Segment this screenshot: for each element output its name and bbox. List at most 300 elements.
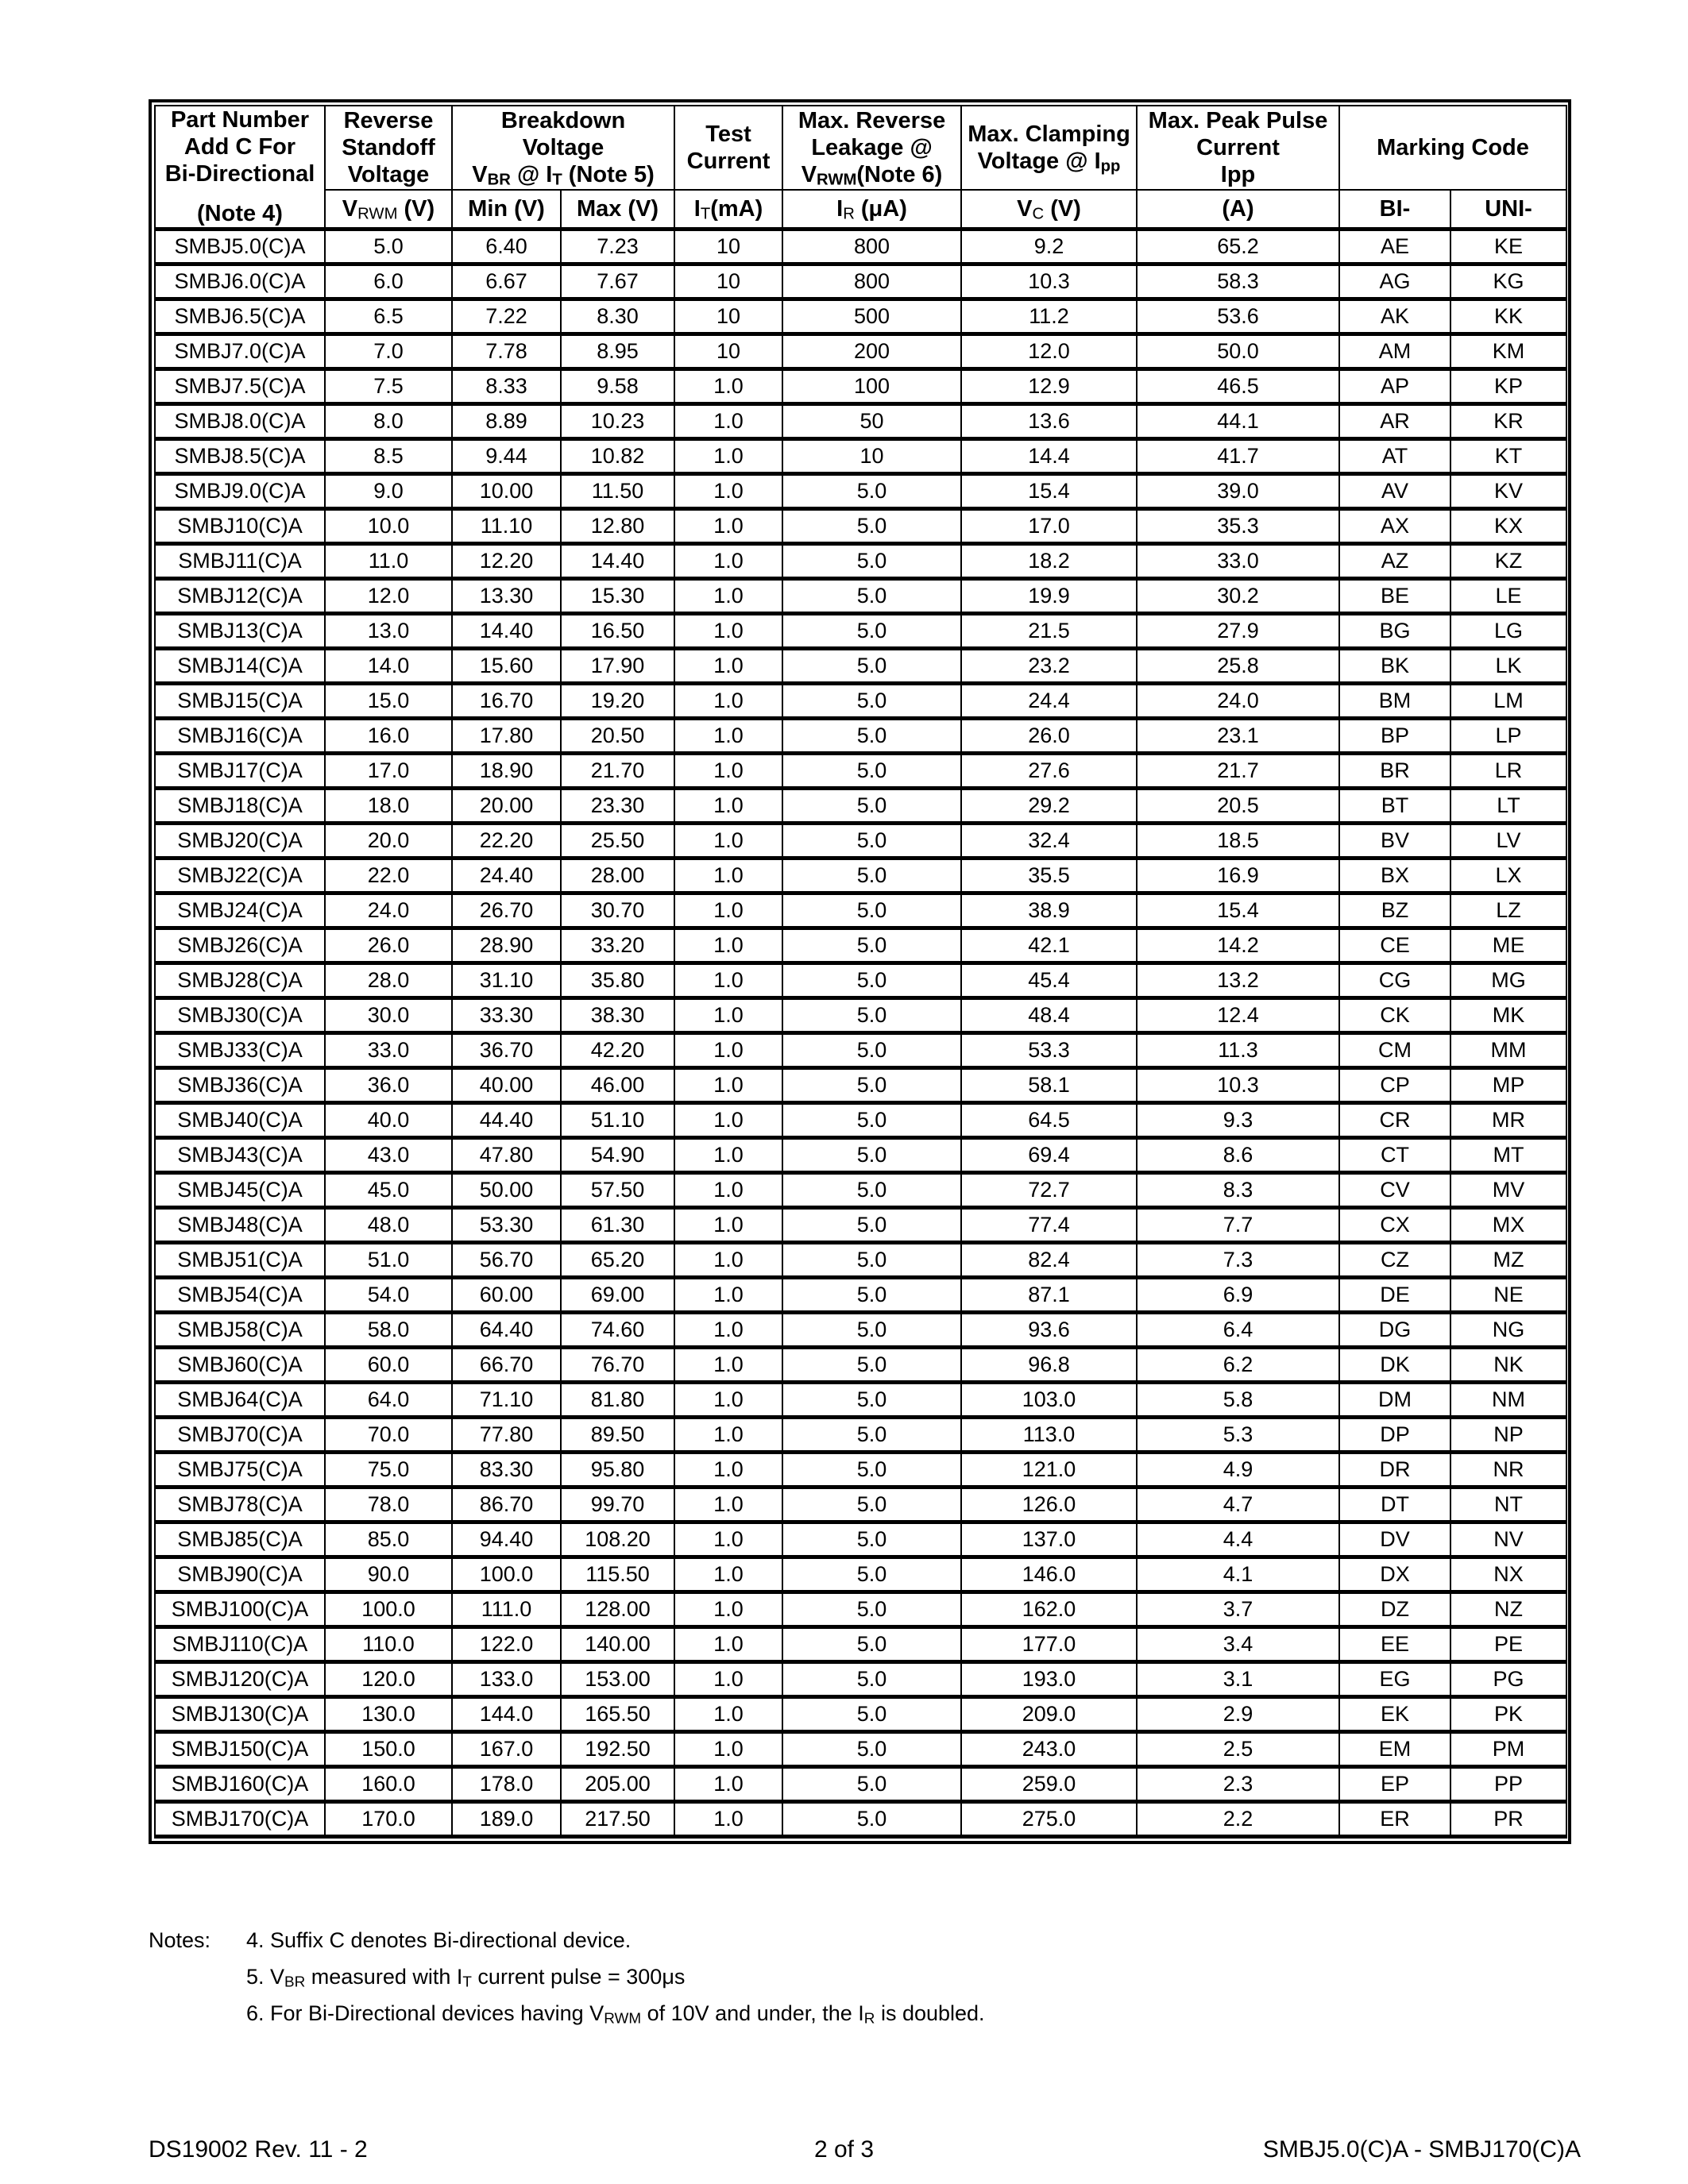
notes-label: Notes: — [149, 1928, 211, 1952]
cell-vc: 27.6 — [961, 754, 1137, 789]
header-line: Max. Peak Pulse — [1148, 108, 1328, 133]
cell-min: 64.40 — [452, 1313, 561, 1348]
cell-bi: EK — [1339, 1697, 1450, 1732]
cell-max: 54.90 — [561, 1138, 674, 1173]
cell-it: 1.0 — [674, 1802, 782, 1837]
table-row — [155, 1767, 1566, 1802]
cell-min: 31.10 — [452, 963, 561, 998]
cell-max: 35.80 — [561, 963, 674, 998]
cell-vrwm: 64.0 — [325, 1383, 452, 1418]
cell-ipp: 50.0 — [1137, 334, 1339, 369]
cell-ipp: 4.4 — [1137, 1522, 1339, 1557]
cell-it: 1.0 — [674, 439, 782, 474]
subheader-it: $I_T(mA)$ — [674, 190, 782, 230]
cell-min: 9.44 — [452, 439, 561, 474]
cell-ir: 5.0 — [782, 1488, 961, 1522]
cell-ir: 5.0 — [782, 1418, 961, 1453]
cell-max: 115.50 — [561, 1557, 674, 1592]
cell-part: SMBJ30(C)A — [155, 998, 325, 1033]
cell-uni: NM — [1450, 1383, 1566, 1418]
cell-part: SMBJ45(C)A — [155, 1173, 325, 1208]
col-header-standoff-voltage — [325, 106, 452, 190]
cell-min: 53.30 — [452, 1208, 561, 1243]
cell-ipp: 25.8 — [1137, 649, 1339, 684]
cell-it: 1.0 — [674, 544, 782, 579]
cell-max: 65.20 — [561, 1243, 674, 1278]
cell-ipp: 12.4 — [1137, 998, 1339, 1033]
table-row — [155, 649, 1566, 684]
cell-bi: AV — [1339, 474, 1450, 509]
cell-ipp: 4.7 — [1137, 1488, 1339, 1522]
table-row — [155, 299, 1566, 334]
cell-min: 16.70 — [452, 684, 561, 719]
cell-ir: 5.0 — [782, 684, 961, 719]
cell-min: 56.70 — [452, 1243, 561, 1278]
subheader-bi: BI- — [1339, 190, 1450, 230]
cell-vrwm: 160.0 — [325, 1767, 452, 1802]
cell-part: SMBJ10(C)A — [155, 509, 325, 544]
cell-ipp: 2.5 — [1137, 1732, 1339, 1767]
cell-vc: 10.3 — [961, 264, 1137, 299]
cell-bi: BT — [1339, 789, 1450, 824]
cell-part: SMBJ51(C)A — [155, 1243, 325, 1278]
cell-part: SMBJ28(C)A — [155, 963, 325, 998]
cell-vrwm: 16.0 — [325, 719, 452, 754]
cell-part: SMBJ40(C)A — [155, 1103, 325, 1138]
cell-bi: ER — [1339, 1802, 1450, 1837]
cell-vrwm: 45.0 — [325, 1173, 452, 1208]
cell-it: 1.0 — [674, 1592, 782, 1627]
cell-min: 8.89 — [452, 404, 561, 439]
table-row — [155, 1662, 1566, 1697]
cell-it: 1.0 — [674, 719, 782, 754]
cell-ir: 5.0 — [782, 1173, 961, 1208]
cell-max: 89.50 — [561, 1418, 674, 1453]
cell-ir: 500 — [782, 299, 961, 334]
spec-table-wrapper — [149, 99, 1571, 1844]
cell-uni: MM — [1450, 1033, 1566, 1068]
cell-vc: 87.1 — [961, 1278, 1137, 1313]
cell-it: 1.0 — [674, 1453, 782, 1488]
cell-ir: 5.0 — [782, 893, 961, 928]
cell-vc: 17.0 — [961, 509, 1137, 544]
cell-bi: CK — [1339, 998, 1450, 1033]
cell-vc: 113.0 — [961, 1418, 1137, 1453]
cell-it: 1.0 — [674, 1068, 782, 1103]
cell-vc: 72.7 — [961, 1173, 1137, 1208]
cell-ir: 5.0 — [782, 859, 961, 893]
cell-part: SMBJ150(C)A — [155, 1732, 325, 1767]
cell-vrwm: 60.0 — [325, 1348, 452, 1383]
header-line: Current — [1196, 135, 1280, 160]
part-header-line: Part Number — [170, 107, 310, 133]
cell-max: 128.00 — [561, 1592, 674, 1627]
cell-uni: PK — [1450, 1697, 1566, 1732]
note-item: 6. For Bi-Directional devices having $V_{RWM}$ of 10V and under, the $I_R$ is doubled. — [246, 2001, 985, 2028]
table-row — [155, 439, 1566, 474]
cell-it: 10 — [674, 334, 782, 369]
cell-ir: 5.0 — [782, 1208, 961, 1243]
cell-uni: KZ — [1450, 544, 1566, 579]
cell-bi: AM — [1339, 334, 1450, 369]
cell-max: 14.40 — [561, 544, 674, 579]
cell-it: 1.0 — [674, 1208, 782, 1243]
table-row — [155, 1138, 1566, 1173]
table-row — [155, 1592, 1566, 1627]
table-row — [155, 963, 1566, 998]
cell-part: SMBJ20(C)A — [155, 824, 325, 859]
cell-bi: AX — [1339, 509, 1450, 544]
cell-ipp: 2.2 — [1137, 1802, 1339, 1837]
cell-min: 33.30 — [452, 998, 561, 1033]
cell-ir: 5.0 — [782, 719, 961, 754]
cell-vrwm: 14.0 — [325, 649, 452, 684]
cell-max: 8.95 — [561, 334, 674, 369]
cell-ipp: 18.5 — [1137, 824, 1339, 859]
part-header-line: Bi-Directional — [164, 161, 315, 187]
cell-ir: 5.0 — [782, 998, 961, 1033]
cell-part: SMBJ160(C)A — [155, 1767, 325, 1802]
header-line: Voltage — [347, 162, 430, 187]
cell-it: 1.0 — [674, 1418, 782, 1453]
cell-vc: 177.0 — [961, 1627, 1137, 1662]
cell-max: 11.50 — [561, 474, 674, 509]
cell-it: 1.0 — [674, 1138, 782, 1173]
cell-uni: NV — [1450, 1522, 1566, 1557]
footer-part-range: SMBJ5.0(C)A - SMBJ170(C)A — [1262, 2136, 1581, 2163]
cell-bi: BR — [1339, 754, 1450, 789]
cell-ir: 5.0 — [782, 1068, 961, 1103]
table-row — [155, 1348, 1566, 1383]
cell-it: 1.0 — [674, 1278, 782, 1313]
cell-max: 9.58 — [561, 369, 674, 404]
cell-ir: 5.0 — [782, 1033, 961, 1068]
cell-bi: AT — [1339, 439, 1450, 474]
cell-max: 12.80 — [561, 509, 674, 544]
header-line: Reverse — [343, 108, 434, 133]
cell-max: 205.00 — [561, 1767, 674, 1802]
cell-part: SMBJ6.0(C)A — [155, 264, 325, 299]
cell-ipp: 2.9 — [1137, 1697, 1339, 1732]
cell-uni: KT — [1450, 439, 1566, 474]
cell-it: 1.0 — [674, 754, 782, 789]
cell-part: SMBJ16(C)A — [155, 719, 325, 754]
cell-min: 24.40 — [452, 859, 561, 893]
cell-min: 17.80 — [452, 719, 561, 754]
note-item: 4. Suffix C denotes Bi-directional device. — [246, 1928, 632, 1952]
cell-it: 1.0 — [674, 474, 782, 509]
cell-max: 23.30 — [561, 789, 674, 824]
table-row — [155, 754, 1566, 789]
table-row — [155, 1802, 1566, 1837]
cell-vrwm: 40.0 — [325, 1103, 452, 1138]
cell-uni: LK — [1450, 649, 1566, 684]
cell-ir: 5.0 — [782, 649, 961, 684]
cell-ipp: 2.3 — [1137, 1767, 1339, 1802]
cell-ipp: 46.5 — [1137, 369, 1339, 404]
cell-it: 1.0 — [674, 1662, 782, 1697]
cell-ir: 5.0 — [782, 474, 961, 509]
cell-part: SMBJ48(C)A — [155, 1208, 325, 1243]
cell-vc: 19.9 — [961, 579, 1137, 614]
table-row — [155, 684, 1566, 719]
table-row — [155, 1732, 1566, 1767]
cell-uni: PG — [1450, 1662, 1566, 1697]
cell-bi: BG — [1339, 614, 1450, 649]
cell-part: SMBJ100(C)A — [155, 1592, 325, 1627]
cell-ir: 5.0 — [782, 1522, 961, 1557]
header-line: Marking Code — [1377, 135, 1529, 160]
header-line: Current — [686, 149, 771, 174]
cell-vrwm: 18.0 — [325, 789, 452, 824]
cell-part: SMBJ7.5(C)A — [155, 369, 325, 404]
cell-min: 133.0 — [452, 1662, 561, 1697]
cell-bi: EE — [1339, 1627, 1450, 1662]
cell-max: 30.70 — [561, 893, 674, 928]
cell-min: 18.90 — [452, 754, 561, 789]
cell-vc: 162.0 — [961, 1592, 1137, 1627]
table-row — [155, 789, 1566, 824]
cell-uni: KX — [1450, 509, 1566, 544]
cell-ir: 5.0 — [782, 1767, 961, 1802]
cell-min: 167.0 — [452, 1732, 561, 1767]
cell-vrwm: 33.0 — [325, 1033, 452, 1068]
cell-ipp: 4.9 — [1137, 1453, 1339, 1488]
cell-ipp: 4.1 — [1137, 1557, 1339, 1592]
cell-bi: EG — [1339, 1662, 1450, 1697]
cell-ir: 5.0 — [782, 824, 961, 859]
table-row — [155, 579, 1566, 614]
note-item: 5. $V_{BR}$ measured with $I_T$ current pulse = 300μs — [246, 1965, 686, 1991]
table-row — [155, 1418, 1566, 1453]
cell-min: 111.0 — [452, 1592, 561, 1627]
cell-part: SMBJ6.5(C)A — [155, 299, 325, 334]
cell-vc: 69.4 — [961, 1138, 1137, 1173]
cell-vrwm: 12.0 — [325, 579, 452, 614]
cell-ipp: 11.3 — [1137, 1033, 1339, 1068]
cell-max: 74.60 — [561, 1313, 674, 1348]
cell-max: 7.23 — [561, 230, 674, 264]
cell-it: 1.0 — [674, 649, 782, 684]
cell-part: SMBJ110(C)A — [155, 1627, 325, 1662]
cell-part: SMBJ60(C)A — [155, 1348, 325, 1383]
cell-min: 71.10 — [452, 1383, 561, 1418]
cell-min: 26.70 — [452, 893, 561, 928]
subheader-min: Min (V) — [452, 190, 561, 230]
cell-min: 77.80 — [452, 1418, 561, 1453]
cell-min: 28.90 — [452, 928, 561, 963]
cell-it: 1.0 — [674, 859, 782, 893]
cell-ir: 5.0 — [782, 544, 961, 579]
cell-vc: 38.9 — [961, 893, 1137, 928]
cell-it: 1.0 — [674, 928, 782, 963]
cell-bi: AE — [1339, 230, 1450, 264]
cell-vc: 14.4 — [961, 439, 1137, 474]
cell-it: 1.0 — [674, 1173, 782, 1208]
cell-it: 1.0 — [674, 824, 782, 859]
cell-vrwm: 43.0 — [325, 1138, 452, 1173]
cell-uni: MG — [1450, 963, 1566, 998]
cell-bi: EM — [1339, 1732, 1450, 1767]
cell-max: 19.20 — [561, 684, 674, 719]
table-row — [155, 1103, 1566, 1138]
table-row — [155, 1313, 1566, 1348]
cell-uni: KR — [1450, 404, 1566, 439]
cell-part: SMBJ22(C)A — [155, 859, 325, 893]
cell-ipp: 3.7 — [1137, 1592, 1339, 1627]
cell-ir: 100 — [782, 369, 961, 404]
cell-it: 1.0 — [674, 1243, 782, 1278]
cell-max: 15.30 — [561, 579, 674, 614]
cell-part: SMBJ8.0(C)A — [155, 404, 325, 439]
cell-it: 1.0 — [674, 1488, 782, 1522]
cell-max: 81.80 — [561, 1383, 674, 1418]
cell-vrwm: 10.0 — [325, 509, 452, 544]
cell-min: 144.0 — [452, 1697, 561, 1732]
cell-bi: CP — [1339, 1068, 1450, 1103]
cell-min: 178.0 — [452, 1767, 561, 1802]
notes-items — [246, 1922, 985, 2032]
cell-ir: 5.0 — [782, 509, 961, 544]
cell-ipp: 6.4 — [1137, 1313, 1339, 1348]
cell-vc: 11.2 — [961, 299, 1137, 334]
cell-min: 100.0 — [452, 1557, 561, 1592]
cell-min: 66.70 — [452, 1348, 561, 1383]
part-header-note: (Note 4) — [197, 201, 283, 226]
cell-min: 6.67 — [452, 264, 561, 299]
cell-part: SMBJ64(C)A — [155, 1383, 325, 1418]
cell-ipp: 7.3 — [1137, 1243, 1339, 1278]
cell-uni: MV — [1450, 1173, 1566, 1208]
table-row — [155, 893, 1566, 928]
cell-vrwm: 100.0 — [325, 1592, 452, 1627]
cell-ir: 5.0 — [782, 579, 961, 614]
cell-vc: 42.1 — [961, 928, 1137, 963]
cell-vrwm: 17.0 — [325, 754, 452, 789]
table-row — [155, 614, 1566, 649]
subheader-vc: $V_C$ (V) — [961, 190, 1137, 230]
table-row — [155, 928, 1566, 963]
clamping-formula: Voltage @ $I_{pp}$ — [977, 149, 1121, 176]
cell-part: SMBJ9.0(C)A — [155, 474, 325, 509]
cell-ipp: 21.7 — [1137, 754, 1339, 789]
cell-max: 99.70 — [561, 1488, 674, 1522]
cell-bi: CE — [1339, 928, 1450, 963]
header-line: Max. Clamping — [968, 122, 1130, 147]
cell-uni: ME — [1450, 928, 1566, 963]
cell-part: SMBJ15(C)A — [155, 684, 325, 719]
table-row — [155, 474, 1566, 509]
cell-uni: KK — [1450, 299, 1566, 334]
cell-max: 140.00 — [561, 1627, 674, 1662]
cell-uni: LZ — [1450, 893, 1566, 928]
cell-it: 10 — [674, 264, 782, 299]
table-row — [155, 1278, 1566, 1313]
cell-vc: 26.0 — [961, 719, 1137, 754]
cell-uni: NT — [1450, 1488, 1566, 1522]
cell-min: 50.00 — [452, 1173, 561, 1208]
col-header-part-number — [155, 106, 325, 230]
cell-vrwm: 9.0 — [325, 474, 452, 509]
header-line: Voltage — [522, 135, 605, 160]
cell-ir: 5.0 — [782, 1802, 961, 1837]
cell-vc: 13.6 — [961, 404, 1137, 439]
cell-uni: KM — [1450, 334, 1566, 369]
footer-page-number: 2 of 3 — [813, 2136, 875, 2163]
cell-ipp: 5.3 — [1137, 1418, 1339, 1453]
cell-max: 192.50 — [561, 1732, 674, 1767]
cell-vrwm: 78.0 — [325, 1488, 452, 1522]
cell-part: SMBJ17(C)A — [155, 754, 325, 789]
cell-min: 7.78 — [452, 334, 561, 369]
col-header-marking-code — [1339, 106, 1566, 190]
cell-ipp: 44.1 — [1137, 404, 1339, 439]
cell-it: 1.0 — [674, 684, 782, 719]
cell-min: 47.80 — [452, 1138, 561, 1173]
table-row — [155, 719, 1566, 754]
cell-vc: 23.2 — [961, 649, 1137, 684]
cell-vrwm: 70.0 — [325, 1418, 452, 1453]
cell-vc: 48.4 — [961, 998, 1137, 1033]
cell-ipp: 6.2 — [1137, 1348, 1339, 1383]
cell-min: 7.22 — [452, 299, 561, 334]
cell-it: 1.0 — [674, 1732, 782, 1767]
table-row — [155, 230, 1566, 264]
cell-ipp: 8.6 — [1137, 1138, 1339, 1173]
table-row — [155, 1522, 1566, 1557]
cell-ir: 5.0 — [782, 1138, 961, 1173]
cell-bi: BE — [1339, 579, 1450, 614]
col-header-test-current — [674, 106, 782, 190]
subheader-vrwm: $V_{RWM}$ (V) — [325, 190, 452, 230]
cell-vrwm: 58.0 — [325, 1313, 452, 1348]
cell-ir: 5.0 — [782, 1278, 961, 1313]
cell-uni: LG — [1450, 614, 1566, 649]
cell-vc: 58.1 — [961, 1068, 1137, 1103]
header-line: Standoff — [342, 135, 435, 160]
subheader-max: Max (V) — [561, 190, 674, 230]
cell-vc: 15.4 — [961, 474, 1137, 509]
cell-ir: 5.0 — [782, 1243, 961, 1278]
header-line: Test — [705, 122, 751, 147]
cell-part: SMBJ120(C)A — [155, 1662, 325, 1697]
table-header — [155, 106, 1566, 230]
table-row — [155, 1383, 1566, 1418]
cell-ir: 5.0 — [782, 1557, 961, 1592]
cell-min: 10.00 — [452, 474, 561, 509]
table-row — [155, 369, 1566, 404]
cell-max: 38.30 — [561, 998, 674, 1033]
cell-ipp: 16.9 — [1137, 859, 1339, 893]
cell-vc: 9.2 — [961, 230, 1137, 264]
cell-max: 51.10 — [561, 1103, 674, 1138]
cell-it: 1.0 — [674, 1522, 782, 1557]
part-header-line: Add C For — [183, 134, 296, 160]
cell-part: SMBJ26(C)A — [155, 928, 325, 963]
cell-vrwm: 7.5 — [325, 369, 452, 404]
table-row — [155, 1557, 1566, 1592]
table-row — [155, 404, 1566, 439]
cell-bi: BV — [1339, 824, 1450, 859]
cell-vrwm: 110.0 — [325, 1627, 452, 1662]
cell-ir: 5.0 — [782, 1313, 961, 1348]
cell-max: 46.00 — [561, 1068, 674, 1103]
table-row — [155, 1453, 1566, 1488]
cell-bi: CX — [1339, 1208, 1450, 1243]
cell-bi: AZ — [1339, 544, 1450, 579]
table-row — [155, 1208, 1566, 1243]
cell-uni: PP — [1450, 1767, 1566, 1802]
